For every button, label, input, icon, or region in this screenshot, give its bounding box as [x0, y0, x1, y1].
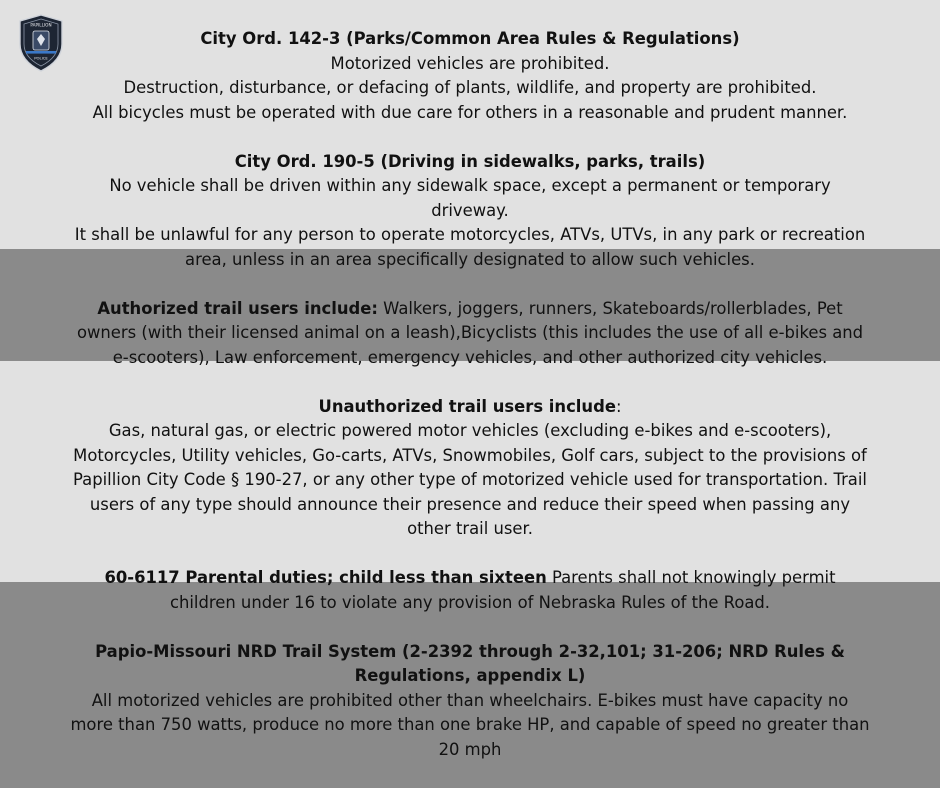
- section-lead: 60-6117 Parental duties; child less than sixteen: [104, 568, 547, 587]
- section-heading: Unauthorized trail users include:: [318, 396, 622, 416]
- section-lead: Authorized trail users include:: [97, 298, 378, 318]
- section-papio-missouri-nrd: [70, 640, 870, 763]
- section-paragraph: Gas, natural gas, or electric powered motor vehicles (excluding e-bikes and e-scooters), Motorcycles, Utility vehicles, Go-carts, ATVs, Snowmobiles, Golf cars, subject to the provisions of Papillion City Code § 190-27, or any other type of motorized vehicle used for transportation. Trail users of any type should announce their presence and reduce their speed when passing any other trail user.: [73, 421, 867, 538]
- section-line: Motorized vehicles are prohibited.: [330, 53, 610, 73]
- badge-top-text: PAPILLION: [30, 22, 52, 28]
- section-heading: City Ord. 142-3 (Parks/Common Area Rules & Regulations): [200, 29, 740, 48]
- section-paragraph: Authorized trail users include: Walkers, joggers, runners, Skateboards/rollerblades, Pet owners (with their licensed animal on a leash),Bicyclists (this includes the use of all e-bikes and e-scooters), Law enforcement, emergency vehicles, and other authorized city vehicles.: [76, 298, 864, 367]
- section-heading: Papio-Missouri NRD Trail System (2-2392 through 2-32,101; 31-206; NRD Rules & Regulations, appendix L): [95, 641, 845, 685]
- section-authorized-trail-users: [70, 297, 870, 371]
- badge-bottom-text: POLICE: [34, 55, 48, 61]
- section-city-ord-142-3: [20, 27, 920, 125]
- section-heading: City Ord. 190-5 (Driving in sidewalks, parks, trails): [234, 151, 706, 171]
- ordinance-content: [0, 27, 940, 787]
- section-line: It shall be unlawful for any person to operate motorcycles, ATVs, UTVs, in any park or recreation area, unless in an area specifically designated to allow such vehicles.: [74, 225, 866, 269]
- section-paragraph: All motorized vehicles are prohibited other than wheelchairs. E-bikes must have capacity no more than 750 watts, produce no more than one brake HP, and capable of speed no greater than 20 mph: [70, 690, 870, 759]
- section-unauthorized-trail-users: [70, 395, 870, 542]
- section-parental-duties: [70, 566, 870, 615]
- section-paragraph: 60-6117 Parental duties; child less than sixteen Parents shall not knowingly permit children under 16 to violate any provision of Nebraska Rules of the Road.: [104, 568, 836, 612]
- section-line: Destruction, disturbance, or defacing of plants, wildlife, and property are prohibited.: [123, 78, 817, 97]
- section-line: No vehicle shall be driven within any sidewalk space, except a permanent or temporary driveway.: [109, 176, 831, 220]
- section-city-ord-190-5: [70, 150, 870, 273]
- section-line: All bicycles must be operated with due care for others in a reasonable and prudent manner.: [92, 102, 848, 122]
